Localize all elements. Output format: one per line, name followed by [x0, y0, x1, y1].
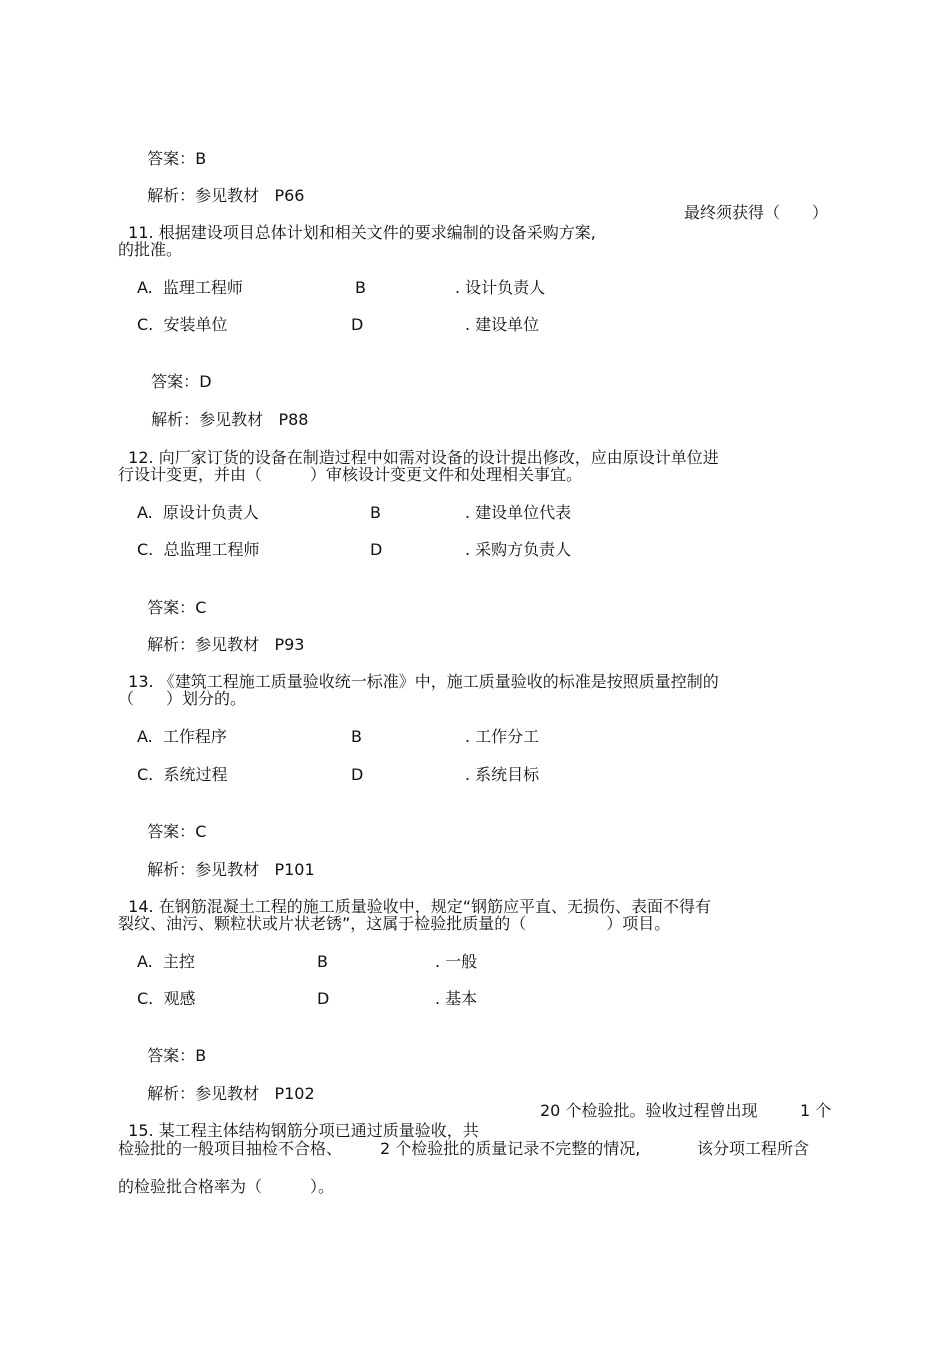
answer-value: B: [195, 149, 207, 168]
option-letter: A.: [137, 503, 153, 522]
question-text-cont: 最终须获得（ ）: [684, 203, 829, 222]
question-number: 12.: [128, 448, 154, 467]
question-text-seg: 1 个: [800, 1101, 832, 1120]
option-b-letter: B: [370, 503, 381, 522]
question-text: 根据建设项目总体计划和相关文件的要求编制的设备采购方案,: [158, 223, 596, 242]
option-text: 工作程序: [162, 727, 227, 746]
question-15: [118, 1101, 479, 1141]
option-c: [137, 540, 259, 560]
answer-value: B: [195, 1046, 207, 1065]
option-b-text: . 建设单位代表: [465, 503, 572, 522]
question-text: 《建筑工程施工质量验收统一标准》中，施工质量验收的标准是按照质量控制的: [158, 672, 719, 691]
option-b-letter: B: [355, 278, 366, 297]
question-text-line2: 裂纹、油污、颗粒状或片状老锈”，这属于检验批质量的（ ）项目。: [118, 914, 671, 933]
option-c: [137, 765, 227, 785]
answer-value: D: [199, 372, 212, 391]
question-number: 15.: [128, 1121, 154, 1140]
question-text-line2: （ ）划分的。: [118, 689, 247, 708]
option-d-letter: D: [351, 765, 364, 784]
option-d-text: . 系统目标: [465, 765, 540, 784]
analysis-line: [141, 390, 308, 430]
option-letter: A.: [137, 727, 153, 746]
answer-label: 答案：: [151, 372, 200, 391]
question-13: [118, 652, 719, 692]
option-letter: A.: [137, 278, 153, 297]
analysis-line: [137, 1064, 315, 1104]
option-b-letter: B: [317, 952, 328, 971]
analysis-line: [137, 840, 315, 880]
analysis-line: [137, 615, 304, 655]
analysis-label: 解析：参见教材: [147, 635, 260, 654]
question-text-seg: 该分项工程所含: [697, 1139, 810, 1158]
question-text-line3: 的检验批合格率为（ ）。: [118, 1177, 335, 1196]
question-text: 某工程主体结构钢筋分项已通过质量验收，共: [158, 1121, 479, 1140]
answer-label: 答案：: [147, 1046, 196, 1065]
option-letter: C.: [137, 989, 154, 1008]
answer-label: 答案：: [147, 149, 196, 168]
answer-label: 答案：: [147, 822, 196, 841]
option-letter: C.: [137, 540, 154, 559]
analysis-page: P66: [274, 186, 305, 205]
analysis-label: 解析：参见教材: [147, 860, 260, 879]
option-b-text: . 设计负责人: [455, 278, 546, 297]
answer-value: C: [195, 822, 207, 841]
option-text: 主控: [162, 952, 195, 971]
question-text: 向厂家订货的设备在制造过程中如需对设备的设计提出修改，应由原设计单位进: [158, 448, 719, 467]
option-text: 总监理工程师: [163, 540, 260, 559]
question-14: [118, 877, 711, 917]
analysis-label: 解析：参见教材: [151, 410, 264, 429]
option-text: 监理工程师: [162, 278, 243, 297]
option-text: 原设计负责人: [162, 503, 259, 522]
option-text: 安装单位: [163, 315, 228, 334]
option-b-text: . 一般: [435, 952, 478, 971]
analysis-page: P102: [274, 1084, 315, 1103]
option-d-text: . 建设单位: [465, 315, 540, 334]
question-text-seg: 20 个检验批。验收过程曾出现: [540, 1101, 758, 1120]
question-text-seg: 检验批的一般项目抽检不合格、: [118, 1139, 343, 1158]
option-c: [137, 315, 227, 335]
option-letter: C.: [137, 315, 154, 334]
question-text-line2: 的批准。: [118, 240, 183, 259]
question-text-line2: 行设计变更，并由（ ）审核设计变更文件和处理相关事宜。: [118, 465, 583, 484]
option-d-text: . 采购方负责人: [465, 540, 572, 559]
question-number: 13.: [128, 672, 154, 691]
option-d-letter: D: [351, 315, 364, 334]
analysis-page: P101: [274, 860, 315, 879]
question-text: 在钢筋混凝土工程的施工质量验收中，规定“钢筋应平直、无损伤、表面不得有: [158, 897, 712, 916]
option-a: [137, 503, 259, 523]
question-number: 14.: [128, 897, 154, 916]
analysis-page: P88: [278, 410, 309, 429]
question-11: [118, 203, 596, 243]
option-d-letter: D: [370, 540, 383, 559]
answer-line: [137, 1026, 206, 1066]
question-number: 11.: [128, 223, 154, 242]
answer-line: [137, 129, 206, 169]
option-c: [137, 989, 195, 1009]
option-text: 观感: [163, 989, 196, 1008]
option-a: [137, 727, 227, 747]
answer-line: [141, 352, 212, 392]
option-b-text: . 工作分工: [465, 727, 540, 746]
analysis-page: P93: [274, 635, 305, 654]
option-a: [137, 278, 243, 298]
answer-line: [137, 578, 206, 618]
option-letter: C.: [137, 765, 154, 784]
option-text: 系统过程: [163, 765, 228, 784]
analysis-line: [137, 166, 304, 206]
option-b-letter: B: [351, 727, 362, 746]
answer-line: [137, 802, 206, 842]
analysis-label: 解析：参见教材: [147, 186, 260, 205]
answer-label: 答案：: [147, 598, 196, 617]
question-12: [118, 428, 719, 468]
option-a: [137, 952, 195, 972]
option-letter: A.: [137, 952, 153, 971]
answer-value: C: [195, 598, 207, 617]
question-text-seg: 2 个检验批的质量记录不完整的情况,: [380, 1139, 641, 1158]
option-d-letter: D: [317, 989, 330, 1008]
option-d-text: . 基本: [435, 989, 478, 1008]
analysis-label: 解析：参见教材: [147, 1084, 260, 1103]
